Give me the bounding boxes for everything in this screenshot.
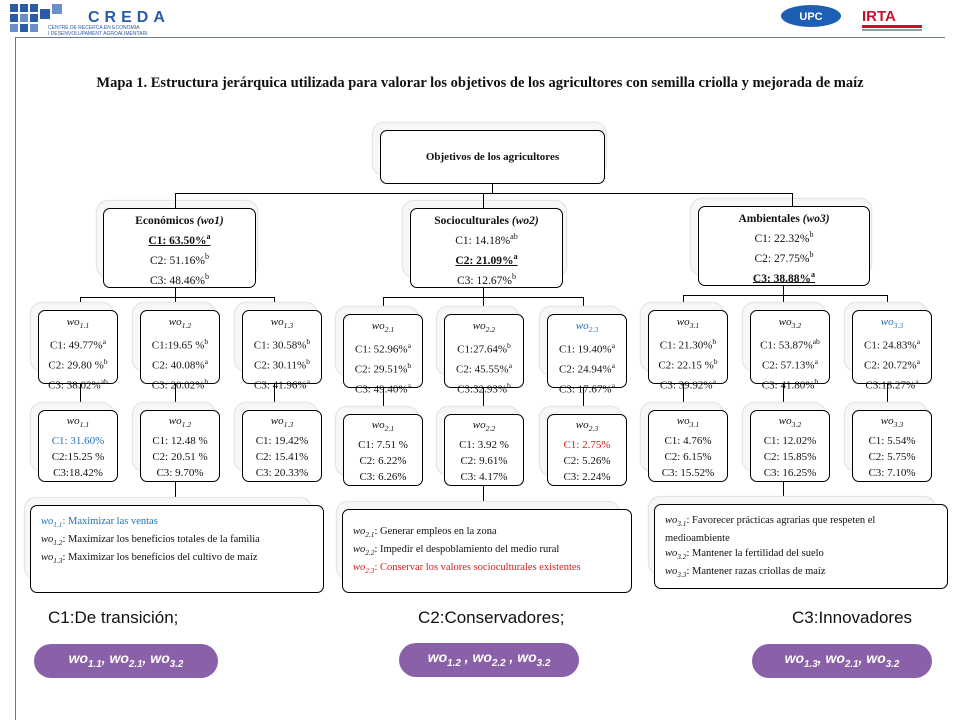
weight-value: C3: 15.52% (661, 467, 715, 480)
weight-value: C2: 24.94%$^a$ (559, 360, 615, 376)
weight-value: C2: 20.51 % (152, 451, 208, 464)
objective-code: $wo_{1.2}$ (168, 316, 192, 331)
weight-value: C2: 51.16%$^b$ (150, 251, 209, 267)
legend-item: $wo_{2.3}$: Conservar los valores socioculturales existentes (353, 562, 581, 576)
legend-item: $wo_{3.3}$: Mantener razas criollas de maíz (665, 566, 826, 580)
connector-line (80, 297, 275, 298)
weight-value: C1: 63.50%$^a$ (148, 232, 211, 247)
weight-value: C3: 38.02%$^{ab}$ (48, 376, 108, 392)
weight-value: C2: 22.15 %$^b$ (658, 356, 718, 372)
objective-legend (342, 509, 632, 593)
weight-value: C2: 45.55%$^a$ (456, 360, 512, 376)
weight-value: C3:18.27%$^a$ (865, 376, 919, 392)
objective-node-level1 (698, 206, 870, 286)
weight-value: C2: 20.72%$^a$ (864, 356, 920, 372)
weight-value: C3: 39.92%$^a$ (660, 376, 716, 392)
weight-value: C3: 20.02%$^b$ (151, 376, 209, 392)
objective-code: $wo_{2.1}$ (371, 320, 395, 335)
weight-value: C3: 4.17% (460, 471, 508, 484)
weight-value: C3: 41.96%$^a$ (254, 376, 310, 392)
legend-item: $wo_{1.3}$: Maximizar los beneficios del cultivo de maíz (41, 552, 258, 566)
weight-value: C1: 19.40%$^a$ (559, 341, 615, 356)
objective-code: $wo_{3.3}$ (880, 415, 904, 430)
irta-logo (856, 3, 942, 33)
weight-value: C3:18.42% (53, 467, 103, 480)
objective-node-level3 (648, 410, 728, 482)
objective-node-level2 (343, 314, 423, 396)
weight-value: C1: 49.77%$^a$ (50, 337, 106, 352)
legend-item: $wo_{3.2}$: Mantener la fertilidad del suelo (665, 548, 824, 562)
objective-title: Socioculturales (wo2) (434, 215, 539, 227)
weight-value: C3: 41.80%$^b$ (761, 376, 819, 392)
page-title: Mapa 1. Estructura jerárquica utilizada para valorar los objetivos de los agricultores con semilla criolla y mejorada de maíz (96, 75, 864, 91)
objective-code: $wo_{2.3}$ (575, 320, 599, 335)
weight-value: C2: 5.26% (563, 455, 611, 468)
objective-node-level3 (852, 410, 932, 482)
weight-value: C1:27.64%$^b$ (457, 341, 511, 356)
legend-item: $wo_{2.2}$: Impedir el despoblamiento del medio rural (353, 544, 560, 558)
weight-value: C3: 17.67%$^a$ (559, 380, 615, 396)
legend-item: $wo_{1.1}$: Maximizar las ventas (41, 516, 158, 530)
weight-value: C2: 21.09%$^a$ (455, 251, 518, 267)
weight-value: C1: 52.96%$^a$ (355, 341, 411, 356)
cluster-objectives-pill (34, 644, 218, 678)
objective-title: Ambientales (wo3) (738, 213, 830, 225)
weight-value: C1: 19.42% (255, 435, 309, 448)
objective-code: $wo_{3.3}$ (880, 316, 904, 331)
weight-value: C3: 6.26% (359, 471, 407, 484)
weight-value: C2: 40.08%$^a$ (152, 356, 208, 372)
objective-node-level2 (852, 310, 932, 392)
objective-legend (30, 505, 324, 593)
weight-value: C2: 29.51%$^b$ (354, 360, 412, 376)
weight-value: C1: 5.54% (868, 435, 916, 448)
weight-value: C1: 12.48 % (152, 435, 208, 448)
connector-line (175, 193, 176, 209)
objective-code: $wo_{2.2}$ (472, 419, 496, 434)
creda-logo (8, 0, 240, 36)
objective-legend (654, 504, 948, 589)
objective-node-level2 (750, 310, 830, 392)
objective-node-level2 (38, 310, 118, 392)
svg-text:IRTA: IRTA (862, 8, 896, 25)
cluster-objectives-pill (752, 644, 932, 678)
objective-code: $wo_{1.1}$ (66, 316, 90, 331)
objective-node-level3 (343, 414, 423, 486)
weight-value: C3:32.93%$^b$ (457, 380, 511, 396)
objective-code: $wo_{1.3}$ (270, 316, 294, 331)
objective-code: $wo_{2.1}$ (371, 419, 395, 434)
objective-code: $wo_{3.1}$ (676, 415, 700, 430)
weight-value: C2:15.25 % (51, 451, 105, 464)
objective-node-level1 (103, 208, 256, 288)
weight-value: C2: 9.61% (460, 455, 508, 468)
objective-node-level2 (648, 310, 728, 392)
weight-value: C1: 3.92 % (459, 439, 509, 452)
weight-value: C2: 15.85% (763, 451, 817, 464)
objective-code: $wo_{3.1}$ (676, 316, 700, 331)
weight-value: C3: 12.67%$^b$ (457, 271, 516, 287)
weight-value: C3: 9.70% (156, 467, 204, 480)
weight-value: C1: 21.30%$^b$ (659, 337, 717, 352)
weight-value: C2: 5.75% (868, 451, 916, 464)
weight-value: C1: 30.58%$^b$ (253, 337, 311, 352)
weight-value: C1: 14.18%$^{ab}$ (455, 232, 518, 247)
weight-value: C1: 53.87%$^{ab}$ (760, 337, 820, 352)
weight-value: C2: 30.11%$^b$ (254, 356, 310, 372)
weight-value: C3: 2.24% (563, 471, 611, 484)
objective-node-level2 (140, 310, 220, 392)
connector-line (483, 193, 484, 209)
connector-line (683, 295, 888, 296)
pill-text: $wo_{1.2}$ , $wo_{2.2}$ , $wo_{3.2}$ (427, 648, 551, 669)
legend-item: $wo_{3.1}$: Favorecer prácticas agrarias que respeten el medioambiente (665, 515, 876, 545)
objective-code: $wo_{1.2}$ (168, 415, 192, 430)
objective-node-level1 (410, 208, 563, 288)
svg-text:CENTRE DE RECERCA EN ECONOMIA: CENTRE DE RECERCA EN ECONOMIA (48, 25, 140, 31)
objective-code: $wo_{3.2}$ (778, 415, 802, 430)
svg-text:CREDA: CREDA (88, 9, 170, 26)
objective-code: $wo_{2.3}$ (575, 419, 599, 434)
weight-value: C1: 24.83%$^a$ (864, 337, 920, 352)
objective-code: $wo_{3.2}$ (778, 316, 802, 331)
cluster-label-1: C1:De transición; (48, 608, 179, 627)
objective-node-level3 (242, 410, 322, 482)
weight-value: C2: 27.75%$^b$ (754, 249, 814, 265)
weight-value: C2: 15.41% (255, 451, 309, 464)
objective-node-level3 (750, 410, 830, 482)
pill-text: $wo_{1.1}$, $wo_{2.1}$, $wo_{3.2}$ (68, 649, 184, 670)
weight-value: C2: 6.15% (664, 451, 712, 464)
upc-logo (780, 4, 842, 28)
weight-value: C2: 6.22% (359, 455, 407, 468)
objective-node-level3 (444, 414, 524, 486)
legend-item: $wo_{2.1}$: Generar empleos en la zona (353, 526, 497, 540)
weight-value: C1: 31.60% (51, 435, 105, 448)
objective-node-level2 (547, 314, 627, 396)
weight-value: C3: 16.25% (763, 467, 817, 480)
weight-value: C2: 57.13%$^a$ (762, 356, 818, 372)
objective-title: Económicos (wo1) (135, 215, 224, 227)
weight-value: C3: 20.33% (255, 467, 309, 480)
root-node (380, 130, 605, 184)
root-label: Objetivos de los agricultores (425, 151, 560, 163)
objective-code: $wo_{1.3}$ (270, 415, 294, 430)
objective-code: $wo_{2.2}$ (472, 320, 496, 335)
objective-node-level2 (444, 314, 524, 396)
cluster-label-2: C2:Conservadores; (418, 608, 565, 627)
header-bar (0, 0, 960, 40)
weight-value: C1: 4.76% (664, 435, 712, 448)
objective-code: $wo_{1.1}$ (66, 415, 90, 430)
weight-value: C3: 49.40%$^a$ (355, 380, 411, 396)
weight-value: C1: 22.32%$^b$ (754, 230, 814, 245)
svg-text:UPC: UPC (799, 11, 823, 23)
objective-node-level3 (38, 410, 118, 482)
weight-value: C1: 12.02% (763, 435, 817, 448)
pill-text: $wo_{1.3}$, $wo_{2.1}$, $wo_{3.2}$ (784, 649, 900, 670)
weight-value: C3: 38.88%$^a$ (752, 269, 816, 285)
weight-value: C2: 29.80 %$^b$ (48, 356, 108, 372)
weight-value: C1: 2.75% (563, 439, 611, 452)
weight-value: C1:19.65 %$^b$ (151, 337, 209, 352)
weight-value: C3: 7.10% (868, 467, 916, 480)
weight-value: C3: 48.46%$^b$ (150, 271, 209, 287)
svg-text:I DESENVOLUPAMENT AGROALIMENTA: I DESENVOLUPAMENT AGROALIMENTARI (48, 31, 148, 36)
cluster-objectives-pill (399, 643, 579, 677)
objective-node-level3 (140, 410, 220, 482)
objective-node-level2 (242, 310, 322, 392)
weight-value: C1: 7.51 % (358, 439, 408, 452)
legend-item: $wo_{1.2}$: Maximizar los beneficios totales de la familia (41, 534, 260, 548)
objective-node-level3 (547, 414, 627, 486)
cluster-label-3: C3:Innovadores (792, 608, 913, 627)
